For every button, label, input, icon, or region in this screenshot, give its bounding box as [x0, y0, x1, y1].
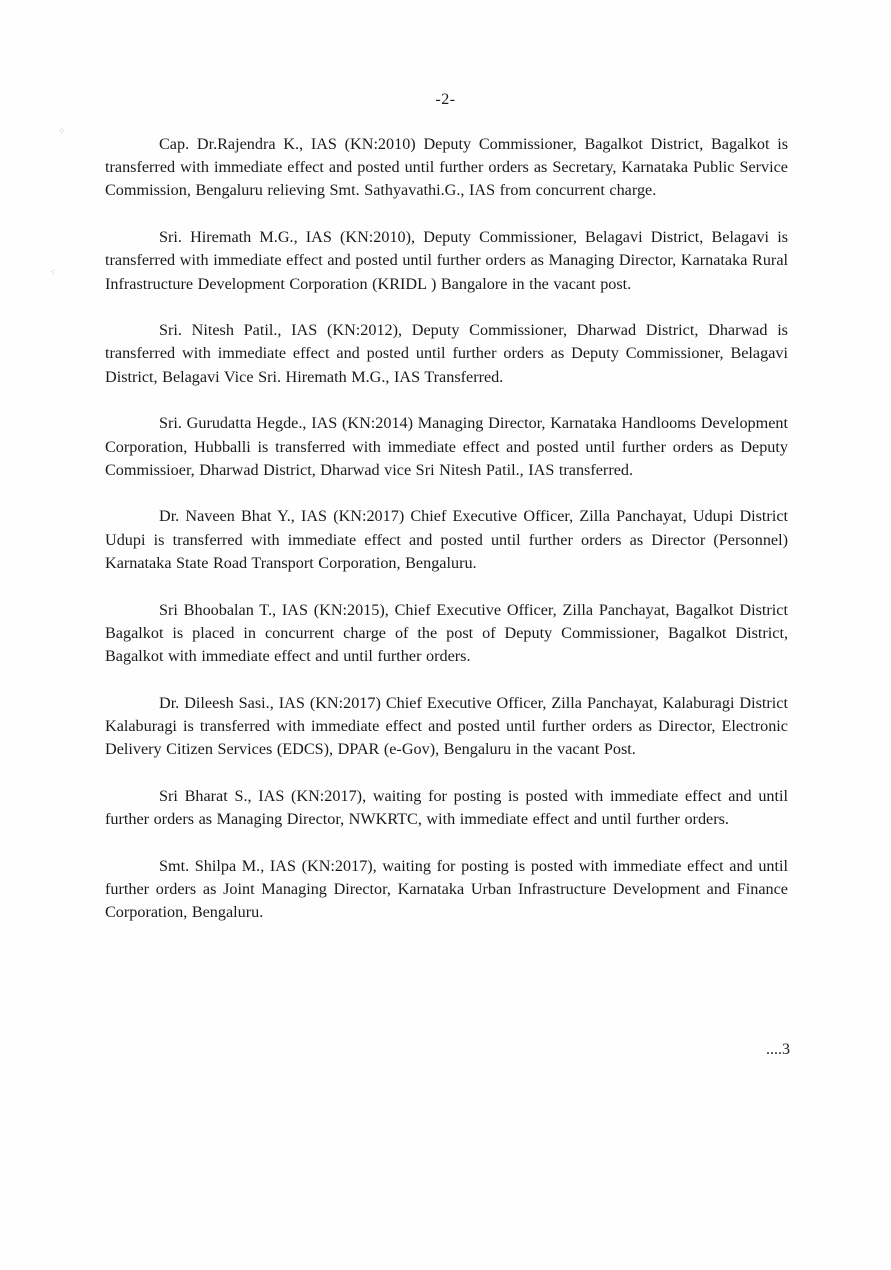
transfer-paragraph: Sri. Hiremath M.G., IAS (KN:2010), Deputy Commissioner, Belagavi District, Belagavi is transferred with immediate effect and posted until further orders as Managing Director, Karnataka Rural Infrastructure Development Corporation (KRIDL ) Bangalore in the vacant post.	[105, 228, 788, 293]
transfer-paragraph: Sri. Nitesh Patil., IAS (KN:2012), Deputy Commissioner, Dharwad District, Dharwad is transferred with immediate effect and posted until further orders as Deputy Commissioner, Belagavi District, Belagavi Vice Sri. Hiremath M.G., IAS Transferred.	[105, 321, 788, 386]
transfer-paragraph: Cap. Dr.Rajendra K., IAS (KN:2010) Deputy Commissioner, Bagalkot District, Bagalkot is transferred with immediate effect and posted until further orders as Secretary, Karnataka Public Service Commission, Bengaluru relieving Smt. Sathyavathi.G., IAS from concurrent charge.	[105, 135, 788, 200]
document-body	[105, 133, 788, 948]
transfer-paragraph: Sri. Gurudatta Hegde., IAS (KN:2014) Managing Director, Karnataka Handlooms Development Corporation, Hubballi is transferred with immediate effect and posted until further orders as Deputy Commissioer, Dharwad District, Dharwad vice Sri Nitesh Patil., IAS transferred.	[105, 414, 788, 479]
scan-mark: ⁘	[58, 126, 66, 136]
scan-mark: ⁖	[50, 267, 56, 277]
continuation-marker: ....3	[766, 1041, 790, 1058]
page-number: -2-	[435, 91, 456, 108]
transfer-paragraph: Dr. Dileesh Sasi., IAS (KN:2017) Chief Executive Officer, Zilla Panchayat, Kalaburagi District Kalaburagi is transferred with immediate effect and posted until further orders as Director, Electronic Delivery Citizen Services (EDCS), DPAR (e-Gov), Bengaluru in the vacant Post.	[105, 693, 788, 759]
transfer-paragraph: Dr. Naveen Bhat Y., IAS (KN:2017) Chief Executive Officer, Zilla Panchayat, Udupi District Udupi is transferred with immediate effect and posted until further orders as Director (Personnel) Karnataka State Road Transport Corporation, Bengaluru.	[105, 507, 788, 572]
transfer-paragraph: Smt. Shilpa M., IAS (KN:2017), waiting for posting is posted with immediate effect and until further orders as Joint Managing Director, Karnataka Urban Infrastructure Development and Finance Corporation, Bengaluru.	[105, 856, 788, 922]
transfer-paragraph: Sri Bhoobalan T., IAS (KN:2015), Chief Executive Officer, Zilla Panchayat, Bagalkot District Bagalkot is placed in concurrent charge of the post of Deputy Commissioner, Bagalkot District, Bagalkot with immediate effect and until further orders.	[105, 600, 788, 665]
transfer-paragraph: Sri Bharat S., IAS (KN:2017), waiting for posting is posted with immediate effect and until further orders as Managing Director, NWKRTC, with immediate effect and until further orders.	[105, 786, 788, 828]
